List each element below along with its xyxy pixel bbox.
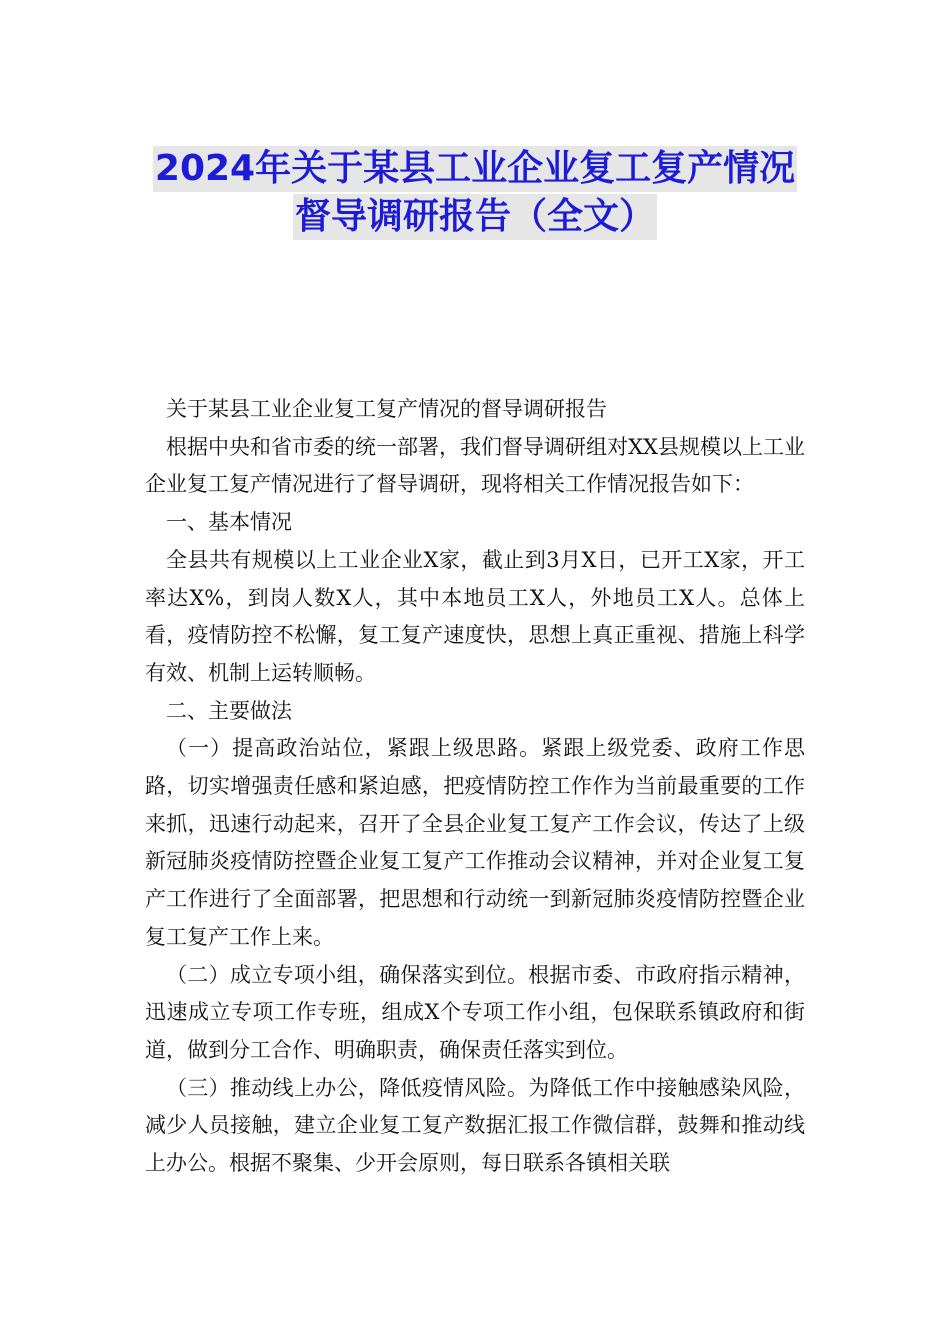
title-line-2: 督导调研报告（全文）	[293, 194, 657, 240]
paragraph-basic: 全县共有规模以上工业企业X家，截止到3月X日，已开工X家，开工率达X%，到岗人数X人，其中本地员工X人，外地员工X人。总体上看，疫情防控不松懈，复工复产速度快，思想上真正重视、措施上科学有效、机制上运转顺畅。	[145, 547, 805, 685]
paragraph-practice-2: （二）成立专项小组，确保落实到位。根据市委、市政府指示精神，迅速成立专项工作专班，组成X个专项工作小组，包保联系镇政府和街道，做到分工合作、明确职责，确保责任落实到位。	[145, 962, 805, 1062]
document-title	[0, 146, 950, 240]
paragraph-practice-1: （一）提高政治站位，紧跟上级思路。紧跟上级党委、政府工作思路，切实增强责任感和紧迫感，把疫情防控工作作为当前最重要的工作来抓，迅速行动起来，召开了全县企业复工复产工作会议，传达了上级新冠肺炎疫情防控暨企业复工复产工作推动会议精神，并对企业复工复产工作进行了全面部署，把思想和行动统一到新冠肺炎疫情防控暨企业复工复产工作上来。	[145, 736, 805, 949]
report-subtitle: 关于某县工业企业复工复产情况的督导调研报告	[166, 397, 607, 421]
title-line-1: 2024年关于某县工业企业复工复产情况	[153, 146, 797, 192]
section-heading-basic: 一、基本情况	[166, 510, 292, 535]
section-heading-practices: 二、主要做法	[166, 698, 292, 723]
paragraph-intro: 根据中央和省市委的统一部署，我们督导调研组对XX县规模以上工业企业复工复产情况进行了督导调研，现将相关工作情况报告如下：	[145, 434, 805, 497]
paragraph-practice-3: （三）推动线上办公，降低疫情风险。为降低工作中接触感染风险，减少人员接触，建立企业复工复产数据汇报工作微信群，鼓舞和推动线上办公。根据不聚集、少开会原则，每日联系各镇相关联	[145, 1075, 805, 1176]
document-body	[145, 391, 805, 1183]
